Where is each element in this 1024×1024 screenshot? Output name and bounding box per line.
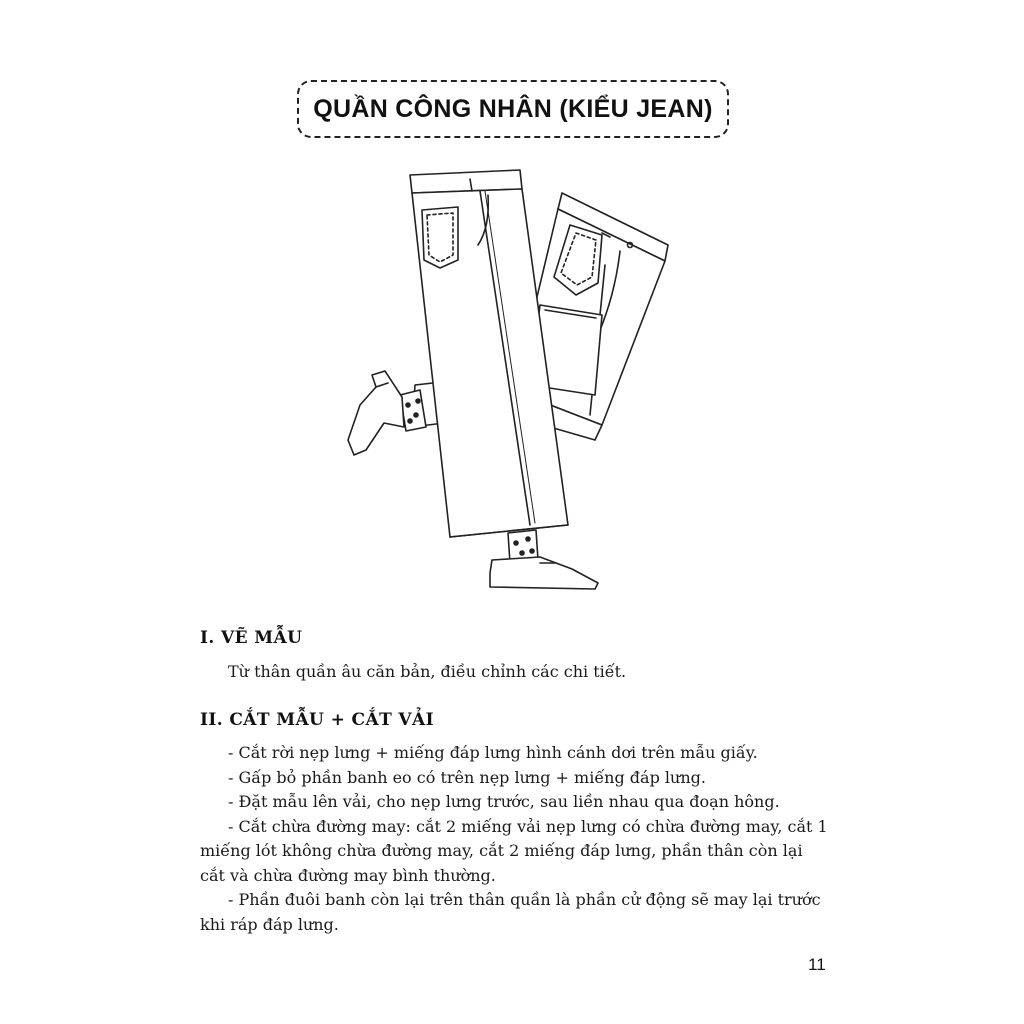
front-trouser-leg	[410, 170, 568, 537]
list-item: - Phần đuôi banh còn lại trên thân quần là phần cử động sẽ may lại trước khi ráp đáp lưng.	[200, 890, 821, 934]
list-item: - Đặt mẫu lên vải, cho nẹp lưng trước, sau liền nhau qua đoạn hông.	[228, 792, 780, 811]
page-title: QUẦN CÔNG NHÂN (KIỂU JEAN)	[313, 94, 713, 123]
section1-heading: I. VẼ MẪU	[200, 628, 303, 648]
list-item: - Cắt rời nẹp lưng + miếng đáp lưng hình cánh dơi trên mẫu giấy.	[228, 743, 758, 762]
section2-list	[200, 741, 828, 937]
section2-heading: II. CẮT MẪU + CẮT VẢI	[200, 710, 434, 730]
jeans-illustration	[340, 165, 680, 595]
list-item: - Gấp bỏ phần banh eo có trên nẹp lưng + miếng đáp lưng.	[228, 767, 706, 787]
page-number: 11	[808, 955, 826, 974]
title-box	[297, 80, 729, 138]
section1-text: Từ thân quần âu căn bản, điều chỉnh các chi tiết.	[228, 662, 627, 681]
list-item: - Cắt chừa đường may: cắt 2 miếng vải nẹp lưng có chừa đường may, cắt 1 miếng lót không chừa đường may, cắt 2 miếng đáp lưng, phần thân còn lại cắt và chừa đường may bình thường.	[200, 816, 828, 885]
front-shoe	[490, 530, 598, 589]
